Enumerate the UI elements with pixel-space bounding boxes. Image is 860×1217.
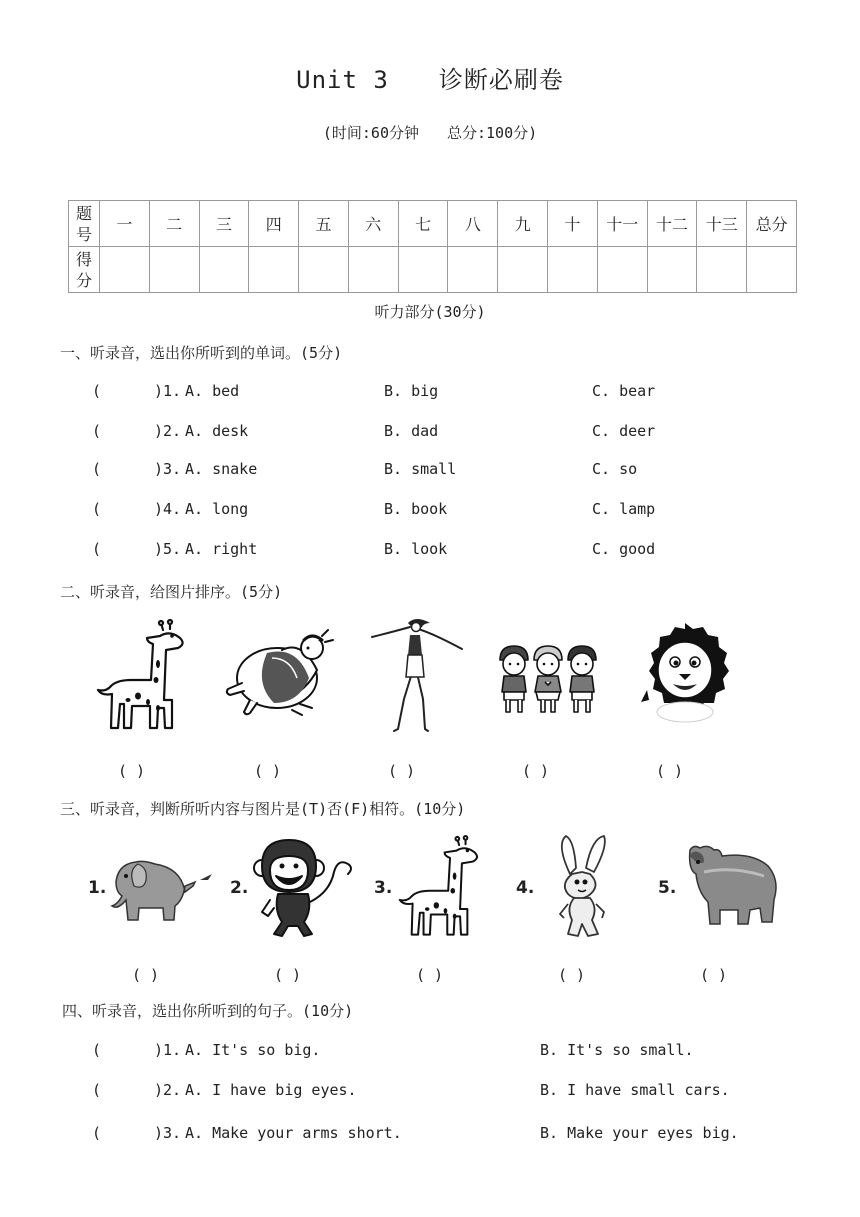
s4-q1-option-b[interactable]: B. It's so small. [540, 1041, 694, 1059]
score-cell[interactable] [100, 247, 150, 293]
col-1: 一 [100, 201, 150, 247]
s3-blank-3[interactable]: ( ) [416, 966, 444, 984]
s1-q5-option-c[interactable]: C. good [592, 540, 656, 558]
s3-blank-1[interactable]: ( ) [132, 966, 160, 984]
s1-q5-option-a[interactable]: A. right [185, 540, 258, 558]
col-7: 七 [398, 201, 448, 247]
col-2: 二 [149, 201, 199, 247]
s4-q3-number: ( )3. [92, 1124, 182, 1142]
score-cell[interactable] [747, 247, 797, 293]
s4-q2-option-a[interactable]: A. I have big eyes. [185, 1081, 357, 1099]
s1-q1-option-a[interactable]: A. bed [185, 382, 240, 400]
s1-q1-number: ( )1. [92, 382, 182, 400]
giraffe-icon [100, 620, 195, 735]
s1-q5-number: ( )5. [92, 540, 182, 558]
s3-label-2: 2. [230, 878, 249, 898]
score-row [69, 247, 797, 293]
s2-blank-1[interactable]: ( ) [118, 762, 146, 780]
s2-blank-5[interactable]: ( ) [656, 762, 684, 780]
exam-info [0, 122, 860, 143]
s1-q4-number: ( )4. [92, 500, 182, 518]
s3-label-5: 5. [658, 878, 677, 898]
s3-blank-4[interactable]: ( ) [558, 966, 586, 984]
s3-label-4: 4. [516, 878, 535, 898]
s1-q5-option-b[interactable]: B. look [384, 540, 448, 558]
col-6: 六 [348, 201, 398, 247]
s4-q1-number: ( )1. [92, 1041, 182, 1059]
col-12: 十二 [647, 201, 697, 247]
score-cell[interactable] [697, 247, 747, 293]
s1-q3-option-c[interactable]: C. so [592, 460, 638, 478]
score-table [68, 200, 797, 293]
s1-q2-number: ( )2. [92, 422, 182, 440]
s3-label-3: 3. [374, 878, 393, 898]
unit-label: Unit 3 [296, 66, 389, 94]
section4-title: 四、听录音，选出你所听到的句子。(10分) [62, 1002, 354, 1020]
s1-q4-option-a[interactable]: A. long [185, 500, 249, 518]
s1-q2-option-a[interactable]: A. desk [185, 422, 249, 440]
total-info: 总分:100分) [446, 124, 538, 142]
elephant-icon [108, 852, 216, 922]
s1-q3-number: ( )3. [92, 460, 182, 478]
col-13: 十三 [697, 201, 747, 247]
score-cell[interactable] [597, 247, 647, 293]
s4-q3-option-a[interactable]: A. Make your arms short. [185, 1124, 402, 1142]
question-number-row [69, 201, 797, 247]
listening-part-title: 听力部分(30分) [374, 303, 486, 321]
col-10: 十 [548, 201, 598, 247]
score-cell[interactable] [647, 247, 697, 293]
fat-man-icon [222, 628, 337, 718]
col-8: 八 [448, 201, 498, 247]
col-11: 十一 [597, 201, 647, 247]
s4-q2-number: ( )2. [92, 1081, 182, 1099]
s3-label-1: 1. [88, 878, 107, 898]
s1-q4-option-b[interactable]: B. book [384, 500, 448, 518]
score-cell[interactable] [149, 247, 199, 293]
score-cell[interactable] [299, 247, 349, 293]
section1-title: 一、听录音，选出你所听到的单词。(5分) [60, 344, 343, 362]
row-label-score: 得分 [69, 247, 100, 293]
monkey-icon [250, 836, 355, 941]
s2-blank-2[interactable]: ( ) [254, 762, 282, 780]
s4-q2-option-b[interactable]: B. I have small cars. [540, 1081, 730, 1099]
score-cell[interactable] [398, 247, 448, 293]
score-cell[interactable] [448, 247, 498, 293]
s1-q3-option-b[interactable]: B. small [384, 460, 457, 478]
bear-icon [684, 842, 779, 934]
section3-title: 三、听录音，判断所听内容与图片是(T)否(F)相符。(10分) [60, 800, 466, 818]
section2-title: 二、听录音，给图片排序。(5分) [60, 583, 283, 601]
time-info: (时间:60分钟 [322, 124, 419, 142]
s1-q2-option-b[interactable]: B. dad [384, 422, 439, 440]
s1-q1-option-b[interactable]: B. big [384, 382, 439, 400]
s1-q2-option-c[interactable]: C. deer [592, 422, 656, 440]
row-label-question: 题号 [69, 201, 100, 247]
children-icon [490, 640, 605, 720]
page-title [0, 60, 860, 95]
title-text: 诊断必刷卷 [438, 66, 564, 94]
s3-blank-2[interactable]: ( ) [274, 966, 302, 984]
score-cell[interactable] [548, 247, 598, 293]
score-cell[interactable] [249, 247, 299, 293]
col-total: 总分 [747, 201, 797, 247]
col-9: 九 [498, 201, 548, 247]
col-3: 三 [199, 201, 249, 247]
giraffe-icon [400, 836, 490, 941]
s2-blank-3[interactable]: ( ) [388, 762, 416, 780]
s1-q1-option-c[interactable]: C. bear [592, 382, 656, 400]
s3-blank-5[interactable]: ( ) [700, 966, 728, 984]
s4-q1-option-a[interactable]: A. It's so big. [185, 1041, 321, 1059]
s2-blank-4[interactable]: ( ) [522, 762, 550, 780]
rabbit-icon [552, 834, 612, 940]
s1-q4-option-c[interactable]: C. lamp [592, 500, 656, 518]
lion-icon [635, 620, 735, 725]
col-5: 五 [299, 201, 349, 247]
score-cell[interactable] [199, 247, 249, 293]
dancing-woman-icon [370, 615, 465, 735]
col-4: 四 [249, 201, 299, 247]
s4-q3-option-b[interactable]: B. Make your eyes big. [540, 1124, 739, 1142]
score-cell[interactable] [498, 247, 548, 293]
score-cell[interactable] [348, 247, 398, 293]
s1-q3-option-a[interactable]: A. snake [185, 460, 258, 478]
